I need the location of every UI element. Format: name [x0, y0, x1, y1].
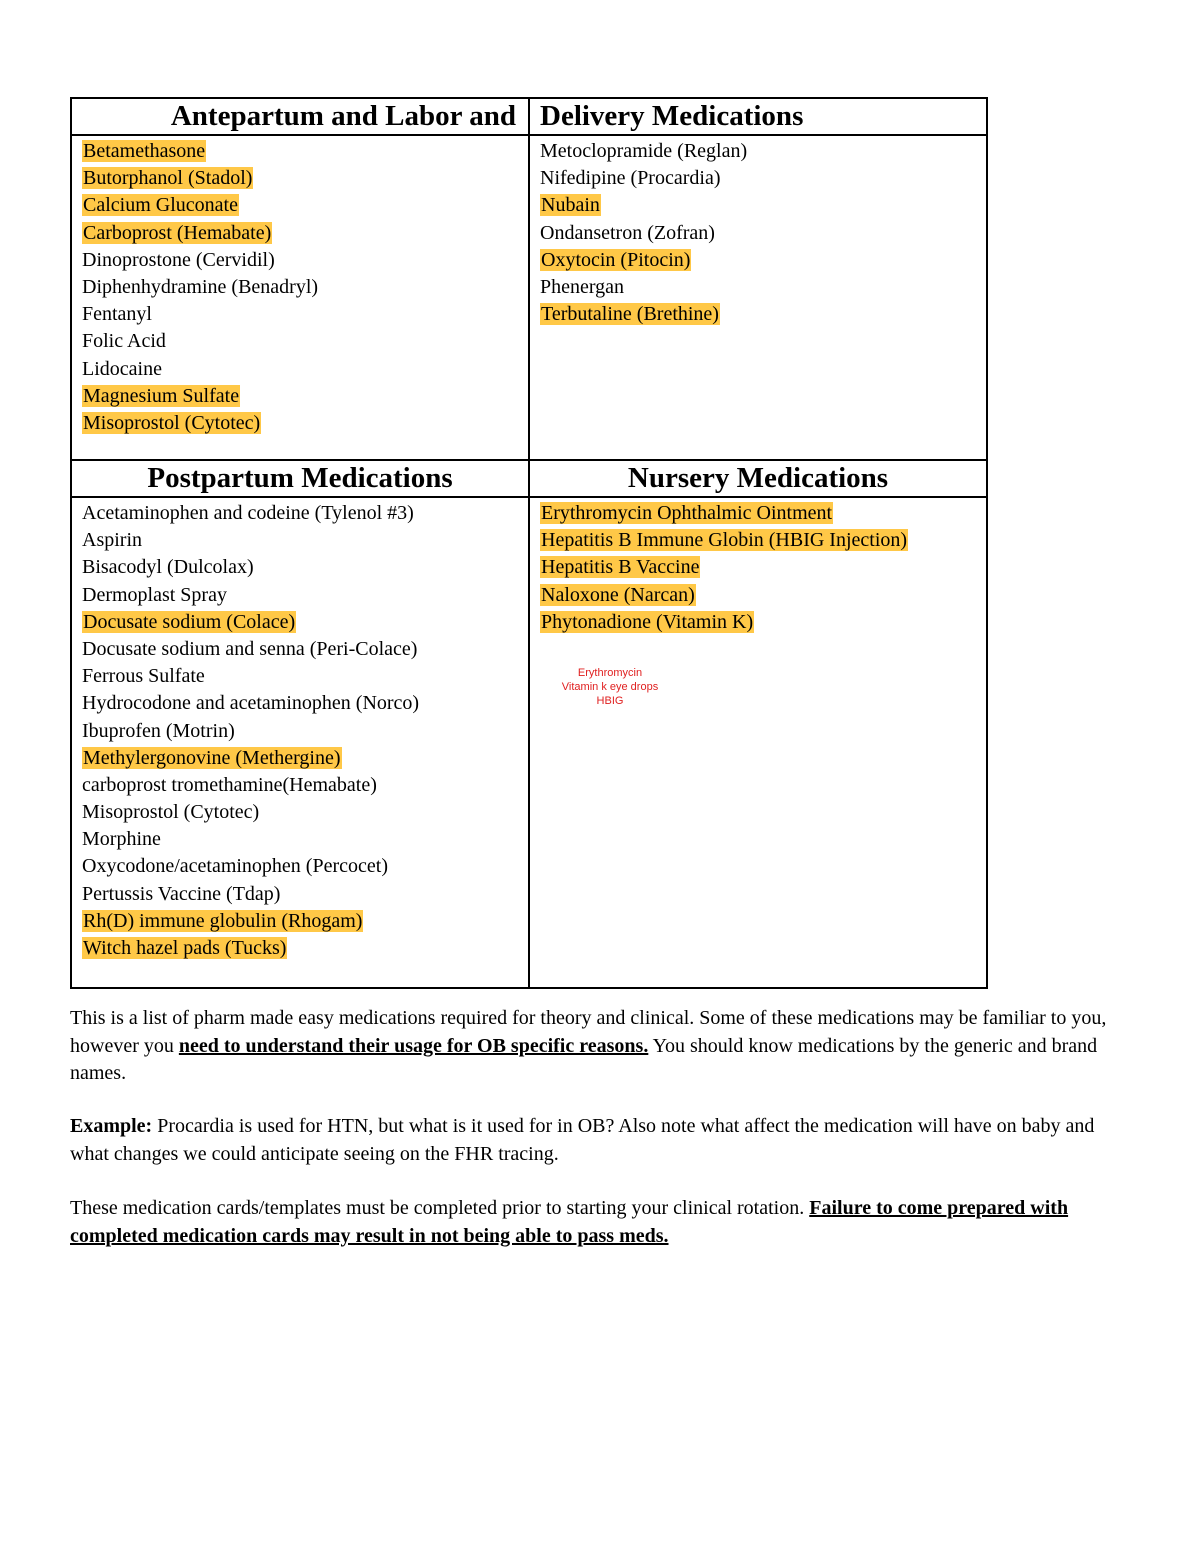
medication-item — [540, 527, 986, 554]
medication-name: Hepatitis B Immune Globin (HBIG Injection) — [541, 529, 908, 552]
medication-item — [82, 745, 528, 772]
medication-item — [82, 554, 528, 581]
medication-name: Lidocaine — [82, 357, 162, 380]
delivery-list — [530, 136, 986, 328]
requirement-text: These medication cards/templates must be completed prior to starting your clinical rotation. — [70, 1197, 810, 1219]
nursery-list — [530, 498, 986, 636]
medication-item — [82, 826, 528, 853]
medication-name: Carboprost (Hemabate) — [83, 221, 272, 244]
medication-item — [82, 881, 528, 908]
medication-item — [82, 220, 528, 247]
medication-item — [540, 554, 986, 581]
header-nursery: Nursery Medications — [529, 460, 987, 497]
medication-item — [82, 636, 528, 663]
medication-name: Fentanyl — [82, 303, 152, 326]
medication-item — [82, 908, 528, 935]
medication-name: Aspirin — [82, 529, 142, 552]
medication-name: Hydrocodone and acetaminophen (Norco) — [82, 692, 420, 715]
header-postpartum: Postpartum Medications — [71, 460, 529, 497]
medication-name: Pertussis Vaccine (Tdap) — [82, 882, 281, 905]
medication-name: Erythromycin Ophthalmic Ointment — [541, 502, 833, 524]
medication-item — [82, 410, 528, 437]
medication-name: Misoprostol (Cytotec) — [82, 801, 260, 824]
medication-name: Betamethasone — [83, 140, 206, 162]
postpartum-cell — [71, 497, 529, 988]
medication-item — [540, 609, 986, 636]
medication-name: Metoclopramide (Reglan) — [540, 140, 748, 162]
medication-name: Acetaminophen and codeine (Tylenol #3) — [82, 502, 414, 524]
intro-paragraph — [70, 1005, 1130, 1088]
medication-name: carboprost tromethamine(Hemabate) — [82, 773, 377, 796]
intro-emphasis: need to understand their usage for OB specific reasons. — [178, 1034, 649, 1057]
medication-name: Oxytocin (Pitocin) — [541, 248, 691, 271]
medication-name: Phytonadione (Vitamin K) — [541, 610, 754, 633]
medication-name: Ferrous Sulfate — [82, 665, 205, 688]
medication-name: Witch hazel pads (Tucks) — [83, 937, 287, 959]
medication-item — [82, 356, 528, 383]
medication-item — [82, 527, 528, 554]
medication-item — [82, 383, 528, 410]
medication-name: Misoprostol (Cytotec) — [83, 411, 261, 434]
medication-item — [82, 500, 528, 527]
medication-item — [82, 165, 528, 192]
medication-item — [540, 301, 986, 328]
medication-item — [540, 192, 986, 219]
medication-item — [82, 247, 528, 274]
medication-name: Morphine — [82, 828, 161, 851]
medication-name: Nifedipine (Procardia) — [540, 167, 721, 190]
medication-item — [540, 220, 986, 247]
antepartum-list — [72, 136, 528, 437]
medication-item — [540, 500, 986, 527]
nursery-cell — [529, 497, 987, 988]
medication-name: Naloxone (Narcan) — [541, 583, 695, 606]
medication-item — [82, 718, 528, 745]
medication-item — [82, 582, 528, 609]
medication-name: Dermoplast Spray — [82, 583, 227, 606]
medication-name: Ondansetron (Zofran) — [540, 221, 715, 244]
medication-item — [82, 690, 528, 717]
intro-text-end: You should know medications by the generic and brand names. — [70, 1034, 1098, 1084]
medication-name: Docusate sodium (Colace) — [83, 610, 296, 633]
medication-item — [82, 853, 528, 880]
medication-item — [540, 582, 986, 609]
medication-item — [82, 663, 528, 690]
note-line: HBIG — [596, 694, 624, 707]
medication-name: Hepatitis B Vaccine — [541, 556, 700, 579]
medication-item — [540, 247, 986, 274]
medication-name: Folic Acid — [82, 330, 166, 353]
medication-name: Ibuprofen (Motrin) — [82, 719, 235, 742]
intro-text: This is a list of pharm made easy medications required for theory and clinical. Some of these medications may be familiar to you, however you — [70, 1007, 1107, 1057]
medication-item — [540, 165, 986, 192]
medication-name: Methylergonovine (Methergine) — [83, 746, 341, 769]
medication-item — [82, 609, 528, 636]
header-delivery: Delivery Medications — [529, 98, 987, 135]
medications-table-wrapper — [70, 97, 988, 989]
nursery-handwritten-note — [530, 666, 690, 708]
postpartum-list — [72, 498, 528, 962]
medication-item — [82, 301, 528, 328]
medication-item — [82, 328, 528, 355]
requirement-warning: Failure to come prepared with completed medication cards may result in not being able to pass meds. — [70, 1197, 1069, 1247]
example-label: Example: — [70, 1115, 153, 1137]
medications-table — [70, 97, 988, 989]
medication-item — [82, 138, 528, 165]
medication-name: Butorphanol (Stadol) — [83, 167, 253, 190]
delivery-cell — [529, 135, 987, 460]
medication-name: Phenergan — [540, 275, 625, 298]
medication-item — [540, 274, 986, 301]
header-antepartum: Antepartum and Labor and — [71, 98, 529, 135]
medication-name: Dinoprostone (Cervidil) — [82, 248, 275, 271]
medication-item — [82, 935, 528, 962]
medication-item — [82, 192, 528, 219]
medication-item — [540, 138, 986, 165]
antepartum-cell — [71, 135, 529, 460]
medication-name: Rh(D) immune globulin (Rhogam) — [83, 909, 363, 932]
requirement-paragraph — [70, 1195, 1130, 1250]
note-line: Erythromycin — [577, 666, 643, 679]
example-text: Procardia is used for HTN, but what is it used for in OB? Also note what affect the medication will have on baby and what changes we could anticipate seeing on the FHR tracing. — [70, 1115, 1095, 1165]
medication-name: Bisacodyl (Dulcolax) — [82, 556, 254, 579]
medication-name: Nubain — [541, 194, 600, 217]
medication-name: Calcium Gluconate — [83, 194, 238, 217]
medication-item — [82, 772, 528, 799]
medication-name: Diphenhydramine (Benadryl) — [82, 275, 319, 298]
note-line: Vitamin k eye drops — [561, 680, 659, 693]
medication-item — [82, 799, 528, 826]
example-paragraph — [70, 1113, 1130, 1168]
medication-name: Terbutaline (Brethine) — [541, 303, 719, 326]
medication-name: Docusate sodium and senna (Peri-Colace) — [82, 637, 418, 660]
medication-name: Oxycodone/acetaminophen (Percocet) — [82, 855, 388, 878]
medication-item — [82, 274, 528, 301]
medication-name: Magnesium Sulfate — [83, 384, 240, 407]
